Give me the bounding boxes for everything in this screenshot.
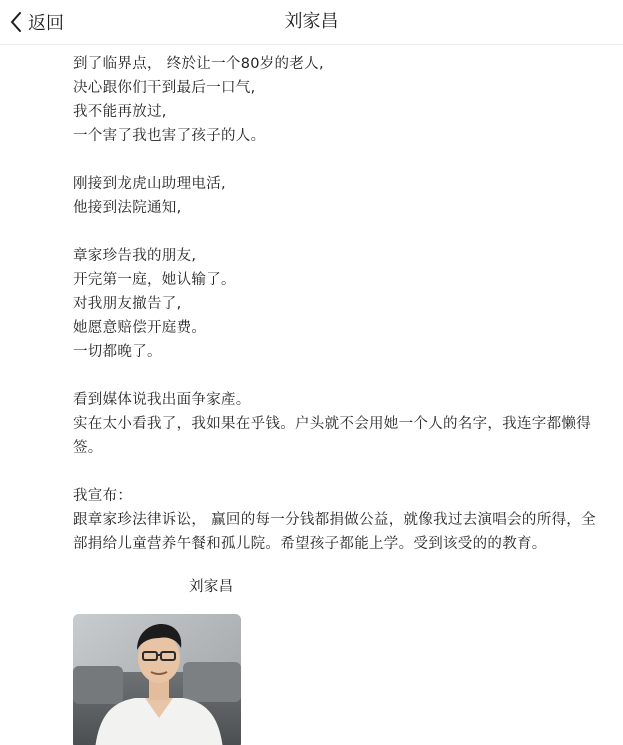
back-label: 返回 — [28, 13, 64, 34]
text-line: 对我朋友撤告了, — [73, 296, 182, 312]
text-line: 刚接到龙虎山助理电活, — [73, 176, 226, 192]
top-nav-bar — [0, 0, 623, 45]
text-line: 章家珍告我的朋友, — [73, 248, 197, 264]
text-line: 实在太小看我了，我如果在乎钱。户头就不会用她一个人的名字，我连字都懒得签。 — [73, 416, 591, 456]
paragraph — [73, 484, 608, 556]
text-line: 我不能再放过, — [73, 104, 167, 120]
post-photo[interactable] — [73, 614, 241, 745]
text-line: 她愿意赔偿开庭费。 — [73, 320, 207, 336]
page-title: 刘家昌 — [284, 11, 339, 32]
portrait-image — [73, 614, 241, 745]
paragraph — [73, 52, 608, 148]
text-line: 开完第一庭，她认输了。 — [73, 272, 236, 288]
paragraph — [73, 244, 608, 364]
text-line: 一切都晚了。 — [73, 344, 162, 360]
text-line: 一个害了我也害了孩子的人。 — [73, 128, 266, 144]
text-line: 决心跟你们干到最后一口气, — [73, 80, 256, 96]
text-line: 看到媒体说我出面争家產。 — [73, 392, 251, 408]
text-line: 我宣布： — [73, 488, 133, 504]
paragraph — [73, 172, 608, 220]
text-line: 跟章家珍法律诉讼， 赢回的每一分钱都捐做公益，就像我过去演唱会的所得，全部捐给儿童营养午餐和孤儿院。希望孩子都能上学。受到该受的的教育。 — [73, 512, 596, 552]
text-line: 他接到法院通知, — [73, 200, 182, 216]
text-line: 到了临界点， 终於让一个80岁的老人, — [73, 56, 324, 72]
paragraph — [73, 388, 608, 460]
signature: 刘家昌 — [189, 579, 234, 595]
post-body — [73, 52, 608, 599]
